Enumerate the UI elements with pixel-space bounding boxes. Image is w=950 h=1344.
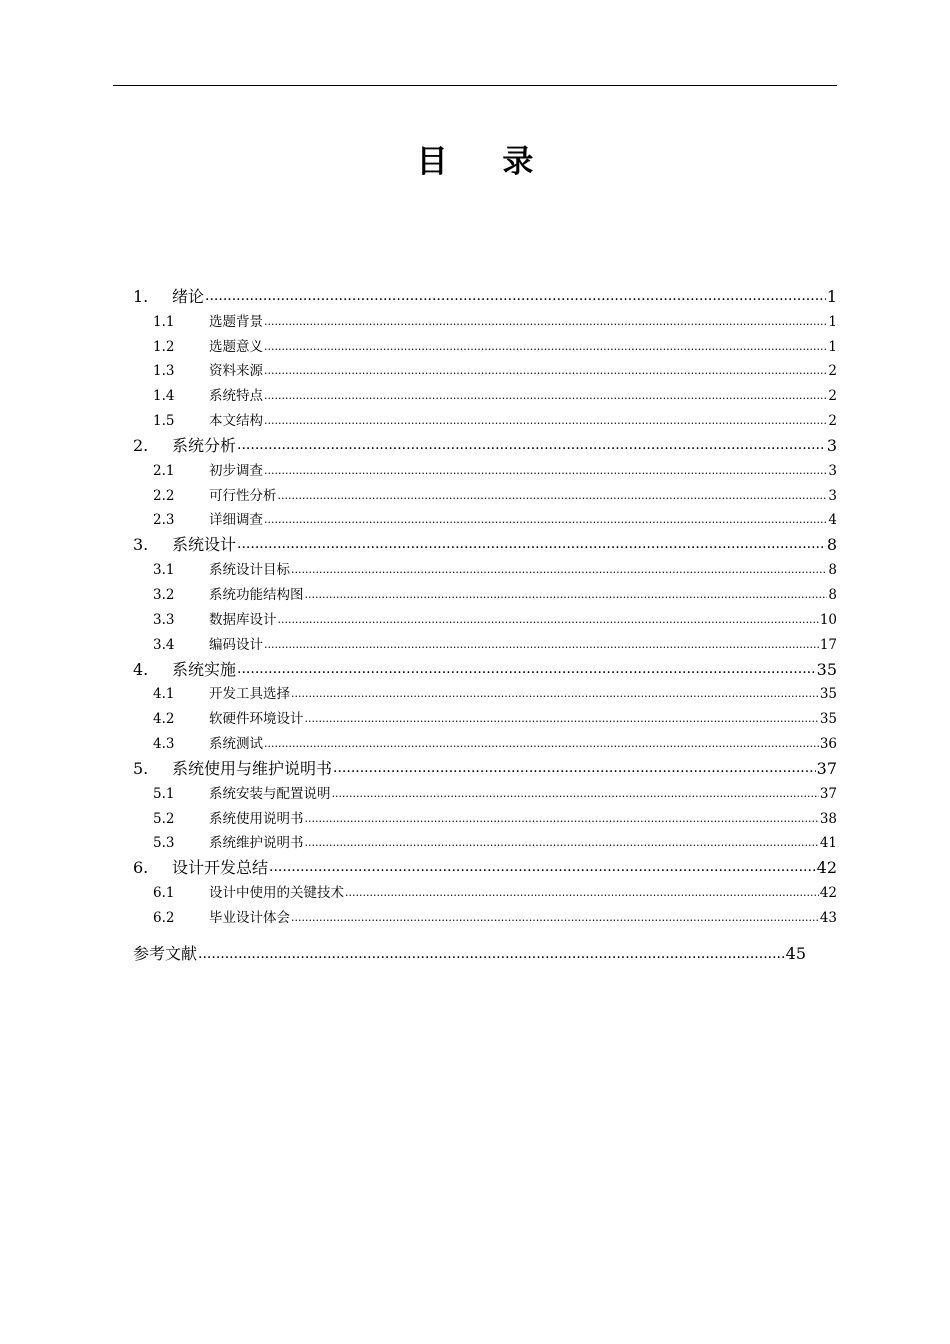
toc-entry-text: 设计开发总结	[172, 858, 269, 878]
toc-entry-text: 选题背景	[209, 313, 263, 330]
toc-page-number: 1	[826, 287, 837, 306]
toc-dot-leader	[278, 483, 828, 508]
toc-entry-text: 编码设计	[209, 636, 263, 653]
toc-entry-text: 数据库设计	[209, 611, 277, 628]
toc-page-number: 42	[816, 858, 837, 878]
toc-page-number: 2	[828, 412, 837, 429]
toc-entry-number: 4.1	[153, 686, 175, 703]
toc-page-number: 8	[826, 535, 837, 555]
toc-entry-text: 资料来源	[209, 363, 263, 380]
toc-entry-number: 5.1	[153, 785, 175, 802]
toc-entry-text: 系统功能结构图	[209, 586, 304, 603]
toc-entry-number: 2.	[133, 435, 149, 455]
toc-dot-leader	[264, 632, 819, 657]
toc-entry-number: 6.2	[153, 909, 175, 926]
toc-page-number: 45	[785, 944, 806, 963]
toc-entry[interactable]	[133, 408, 837, 433]
toc-entry[interactable]	[133, 880, 837, 905]
toc-dot-leader	[264, 383, 827, 408]
toc-entry[interactable]	[133, 831, 837, 856]
toc-entry[interactable]	[133, 433, 837, 458]
toc-entry-number: 3.4	[153, 636, 175, 653]
toc-entry-number: 2.3	[153, 512, 175, 529]
toc-entry[interactable]	[133, 334, 837, 359]
toc-page-number: 1	[828, 338, 837, 355]
toc-page-number: 36	[819, 735, 837, 752]
toc-page-number: 3	[828, 487, 837, 504]
toc-entry-text: 系统测试	[209, 735, 263, 752]
toc-page-number: 3	[826, 435, 837, 455]
toc-dot-leader	[264, 359, 827, 384]
toc-entry[interactable]	[133, 657, 837, 682]
toc-entry-text: 系统使用与维护说明书	[172, 758, 333, 778]
toc-entry-text: 软硬件环境设计	[209, 711, 304, 728]
toc-entry[interactable]	[133, 632, 837, 657]
toc-entry[interactable]	[133, 706, 837, 731]
toc-dot-leader	[305, 806, 819, 831]
toc-entry-text: 选题意义	[209, 338, 263, 355]
toc-page-number: 3	[828, 462, 837, 479]
toc-dot-leader	[291, 557, 827, 582]
toc-dot-leader	[264, 334, 827, 359]
toc-entry[interactable]	[133, 508, 837, 533]
toc-entry[interactable]	[133, 682, 837, 707]
toc-dot-leader	[264, 731, 819, 756]
toc-dot-leader	[237, 532, 826, 557]
toc-page-number: 1	[828, 313, 837, 330]
toc-entry-text: 设计中使用的关键技术	[209, 885, 344, 902]
toc-entry-number: 5.	[133, 758, 149, 778]
toc-dot-leader	[237, 657, 816, 682]
toc-entry-number: 3.2	[153, 586, 175, 603]
toc-dot-leader	[305, 582, 828, 607]
toc-entry[interactable]	[133, 483, 837, 508]
toc-entry-number: 6.	[133, 858, 149, 878]
toc-entry-number: 2.1	[153, 462, 175, 479]
toc-entry-text: 系统设计目标	[209, 562, 290, 579]
toc-entry-number: 3.1	[153, 562, 175, 579]
toc-entry[interactable]	[133, 806, 837, 831]
toc-entry-text: 详细调查	[209, 512, 263, 529]
toc-entry-number: 6.1	[153, 885, 175, 902]
toc-page-number: 41	[819, 835, 837, 852]
toc-dot-leader	[291, 905, 819, 930]
toc-entry-text: 系统维护说明书	[209, 835, 304, 852]
toc-entry-text: 系统安装与配置说明	[209, 785, 331, 802]
toc-entry-number: 2.2	[153, 487, 175, 504]
toc-entry-text: 系统分析	[172, 435, 237, 455]
header-rule	[113, 85, 837, 86]
toc-entry-references[interactable]	[133, 941, 806, 967]
toc-dot-leader	[332, 781, 819, 806]
toc-entry-text: 参考文献	[133, 944, 198, 963]
toc-entry[interactable]	[133, 855, 837, 880]
toc-dot-leader	[305, 831, 819, 856]
toc-dot-leader	[345, 880, 819, 905]
toc-entry-number: 3.	[133, 535, 149, 555]
toc-dot-leader	[264, 408, 827, 433]
toc-page-number: 2	[828, 388, 837, 405]
toc-entry[interactable]	[133, 458, 837, 483]
toc-dot-leader	[264, 458, 827, 483]
toc-entry-text: 初步调查	[209, 462, 263, 479]
toc-page-number: 8	[828, 586, 837, 603]
toc-page-number: 35	[819, 711, 837, 728]
toc-entry-text: 毕业设计体会	[209, 909, 290, 926]
toc-entry[interactable]	[133, 532, 837, 557]
toc-page-number: 10	[819, 611, 837, 628]
toc-entry-number: 5.2	[153, 810, 175, 827]
toc-dot-leader	[198, 941, 785, 967]
toc-dot-leader	[291, 682, 819, 707]
toc-entry-number: 1.5	[153, 412, 175, 429]
toc-entry[interactable]	[133, 383, 837, 408]
toc-entry-number: 1.4	[153, 388, 175, 405]
toc-entry[interactable]	[133, 359, 837, 384]
toc-page-number: 37	[816, 758, 837, 778]
toc-entry[interactable]	[133, 582, 837, 607]
toc-entry[interactable]	[133, 731, 837, 756]
toc-dot-leader	[205, 284, 826, 309]
toc-dot-leader	[264, 309, 827, 334]
toc-entry-text: 可行性分析	[209, 487, 277, 504]
toc-page-number: 38	[819, 810, 837, 827]
toc-page-number: 35	[819, 686, 837, 703]
toc-page-number: 42	[819, 885, 837, 902]
toc-entry-text: 绪论	[172, 287, 205, 306]
toc-page-number: 4	[828, 512, 837, 529]
toc-entry-number: 1.1	[153, 313, 175, 330]
toc-entry-number: 1.	[133, 287, 149, 306]
toc-dot-leader	[333, 756, 816, 781]
toc-entry[interactable]	[133, 607, 837, 632]
toc-entry-text: 系统设计	[172, 535, 237, 555]
toc-entry-number: 1.2	[153, 338, 175, 355]
toc-entry-text: 系统使用说明书	[209, 810, 304, 827]
toc-page-number: 17	[819, 636, 837, 653]
toc-entry-number: 4.2	[153, 711, 175, 728]
toc-dot-leader	[264, 508, 827, 533]
toc-dot-leader	[269, 855, 816, 880]
toc-entry-number: 5.3	[153, 835, 175, 852]
toc-entry-text: 本文结构	[209, 412, 263, 429]
toc-entry[interactable]	[133, 756, 837, 781]
toc-entry-number: 1.3	[153, 363, 175, 380]
toc-page-number: 43	[819, 909, 837, 926]
toc-entry-text: 系统实施	[172, 659, 237, 679]
toc-entry-text: 开发工具选择	[209, 686, 290, 703]
toc-entry-number: 4.3	[153, 735, 175, 752]
toc-entry-number: 4.	[133, 659, 149, 679]
table-of-contents	[133, 284, 837, 930]
toc-entry[interactable]	[133, 557, 837, 582]
page-title: 目 录	[416, 144, 556, 180]
toc-page-number: 8	[828, 562, 837, 579]
toc-dot-leader	[278, 607, 819, 632]
toc-page-number: 35	[816, 659, 837, 679]
toc-entry-number: 3.3	[153, 611, 175, 628]
toc-dot-leader	[305, 706, 819, 731]
toc-page-number: 2	[828, 363, 837, 380]
toc-entry[interactable]	[133, 781, 837, 806]
toc-entry[interactable]	[133, 309, 837, 334]
toc-page-number: 37	[819, 785, 837, 802]
toc-entry[interactable]	[133, 284, 837, 309]
toc-entry[interactable]	[133, 905, 837, 930]
toc-dot-leader	[237, 433, 826, 458]
toc-entry-text: 系统特点	[209, 388, 263, 405]
